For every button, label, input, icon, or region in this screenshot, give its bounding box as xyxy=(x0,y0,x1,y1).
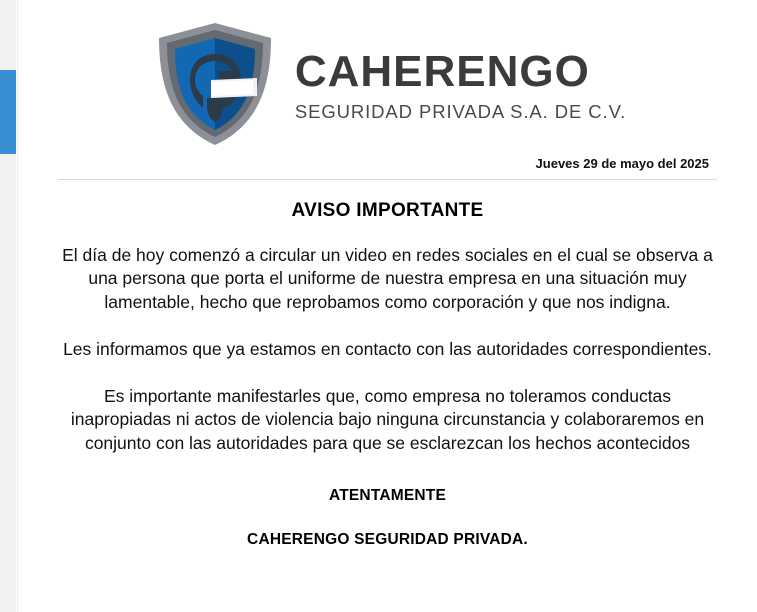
paragraph-1: El día de hoy comenzó a circular un video en redes sociales en el cual se observa a una persona que porta el uniforme de nuestra empresa en una situación muy lamentable, hecho que reprobamos como corporación y que nos indigna. xyxy=(62,245,713,312)
signature-line: CAHERENGO SEGURIDAD PRIVADA. xyxy=(247,530,528,548)
logo-header xyxy=(18,0,757,150)
left-blue-strip xyxy=(0,70,16,154)
paragraph-3: Es importante manifestarles que, como empresa no toleramos conductas inapropiadas ni actos de violencia bajo ninguna circunstancia y colaboraremos en conjunto con las autoridades para que se esclarezcan los hechos acontecidos xyxy=(70,386,705,453)
paragraph-2: Les informamos que ya estamos en contacto con las autoridades correspondientes. xyxy=(63,338,712,359)
brand-block xyxy=(294,46,627,123)
shield-spartan-helmet-logo xyxy=(149,18,281,150)
header-divider xyxy=(58,179,717,180)
brand-subtitle: SEGURIDAD PRIVADA S.A. DE C.V. xyxy=(294,100,627,122)
page-title: AVISO IMPORTANTE xyxy=(291,200,484,221)
document-date: Jueves 29 de mayo del 2025 xyxy=(535,156,709,171)
closing-line: ATENTAMENTE xyxy=(328,486,446,504)
brand-name: CAHERENGO xyxy=(294,46,590,96)
notice-card xyxy=(18,0,757,612)
